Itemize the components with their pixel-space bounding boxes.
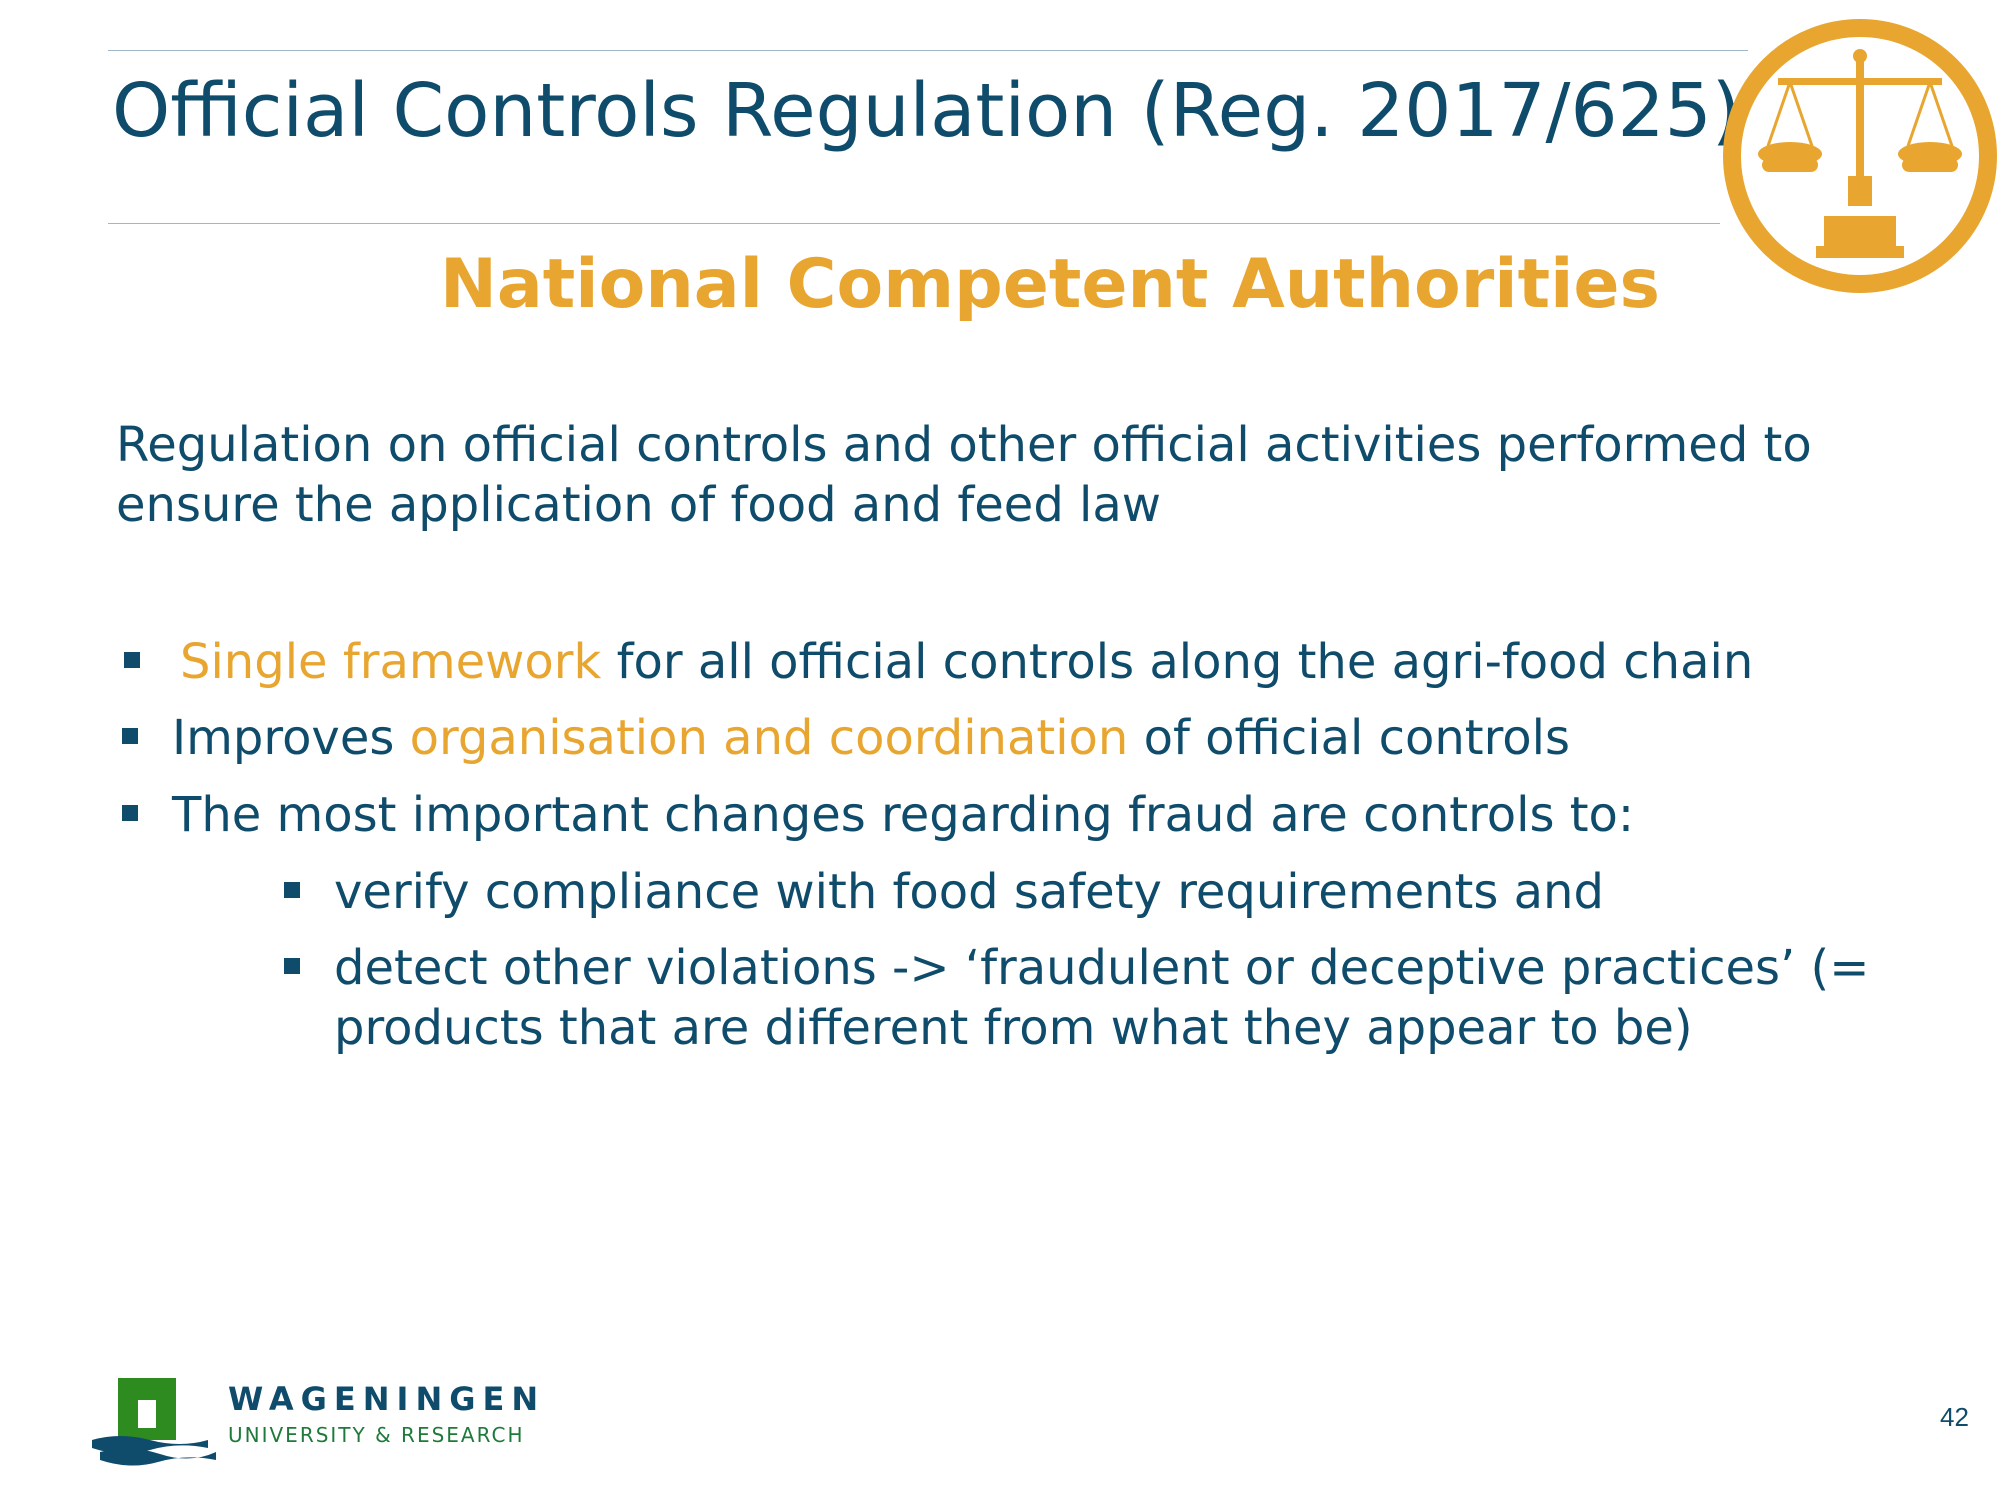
bullet-fraud-changes [172,785,1634,845]
bullet-single-framework [180,632,1753,692]
scales-of-justice-icon [1720,16,2000,296]
bullet-prefix: Improves [172,710,410,766]
sub-bullet-marker [284,958,300,974]
sub-bullet-marker [284,882,300,898]
bullet-marker [122,728,138,744]
bullet-highlight: Single framework [180,634,602,690]
wur-logo-icon [90,1378,220,1468]
slide-title: Official Controls Regulation (Reg. 2017/625) [112,68,1741,154]
page-number: 42 [1940,1402,1969,1432]
bullet-organisation [172,708,1570,768]
title-divider [108,223,1720,224]
wur-logo-name: WAGENINGEN [228,1380,546,1418]
sub-bullet-text: verify compliance with food safety requirements and [334,864,1604,920]
bullet-text: for all official controls along the agri-food chain [601,634,1754,690]
bullet-marker [124,652,140,668]
section-subtitle: National Competent Authorities [440,245,1661,324]
top-divider [108,50,1748,51]
sub-bullet-verify-compliance [334,862,1604,922]
bullet-text: of official controls [1128,710,1571,766]
bullet-marker [122,805,138,821]
sub-bullet-detect-violations [334,938,1934,1058]
intro-paragraph: Regulation on official controls and other official activities performed to ensure the application of food and feed law [116,417,1812,533]
bullet-highlight: organisation and coordination [409,710,1129,766]
wur-logo-subtitle: UNIVERSITY & RESEARCH [228,1423,525,1447]
sub-bullet-text: detect other violations -> ‘fraudulent or deceptive practices’ (= products that are different from what they appear to be) [334,940,1870,1056]
bullet-text: The most important changes regarding fraud are controls to: [172,787,1635,843]
